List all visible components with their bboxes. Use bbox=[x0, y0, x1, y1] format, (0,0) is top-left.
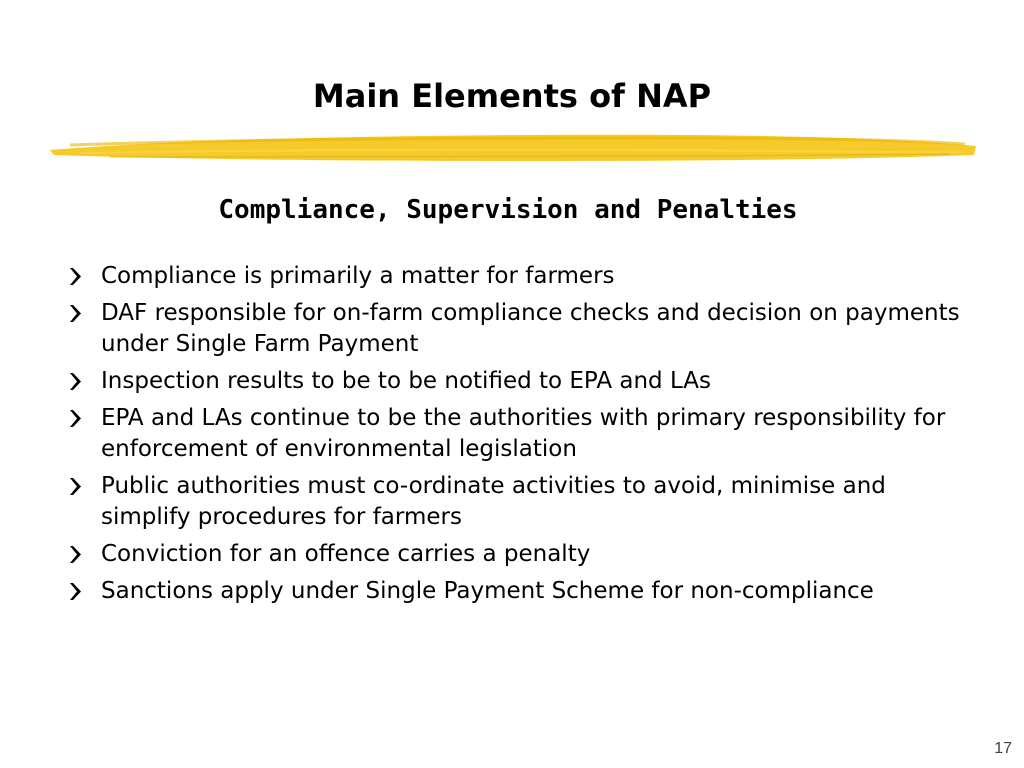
bullet-item bbox=[66, 576, 966, 607]
section-subtitle: Compliance, Supervision and Penalties bbox=[218, 195, 798, 225]
bullet-text: DAF responsible for on-farm compliance checks and decision on payments under Single Farm Payment bbox=[101, 300, 960, 357]
bullet-item bbox=[66, 261, 966, 292]
bullet-item bbox=[66, 366, 966, 397]
bullet-text: EPA and LAs continue to be the authorities with primary responsibility for enforcement of environmental legislation bbox=[101, 405, 946, 462]
chevron-right-icon bbox=[66, 539, 86, 570]
chevron-right-icon bbox=[66, 261, 86, 292]
bullet-list bbox=[66, 261, 966, 613]
title-underline-brush-stroke bbox=[50, 128, 976, 168]
chevron-right-icon bbox=[66, 576, 86, 607]
page-number: 17 bbox=[994, 740, 1012, 757]
chevron-right-icon bbox=[66, 298, 86, 329]
bullet-text: Sanctions apply under Single Payment Scheme for non-compliance bbox=[101, 578, 874, 604]
bullet-text: Public authorities must co-ordinate activities to avoid, minimise and simplify procedures for farmers bbox=[101, 473, 886, 530]
bullet-text: Compliance is primarily a matter for farmers bbox=[101, 263, 615, 289]
chevron-right-icon bbox=[66, 403, 86, 434]
bullet-text: Inspection results to be to be notified to EPA and LAs bbox=[101, 368, 712, 394]
bullet-item bbox=[66, 539, 966, 570]
chevron-right-icon bbox=[66, 471, 86, 502]
bullet-item bbox=[66, 471, 966, 533]
slide-title: Main Elements of NAP bbox=[312, 77, 712, 115]
bullet-item bbox=[66, 403, 966, 465]
chevron-right-icon bbox=[66, 366, 86, 397]
bullet-text: Conviction for an offence carries a penalty bbox=[101, 541, 591, 567]
bullet-item bbox=[66, 298, 966, 360]
